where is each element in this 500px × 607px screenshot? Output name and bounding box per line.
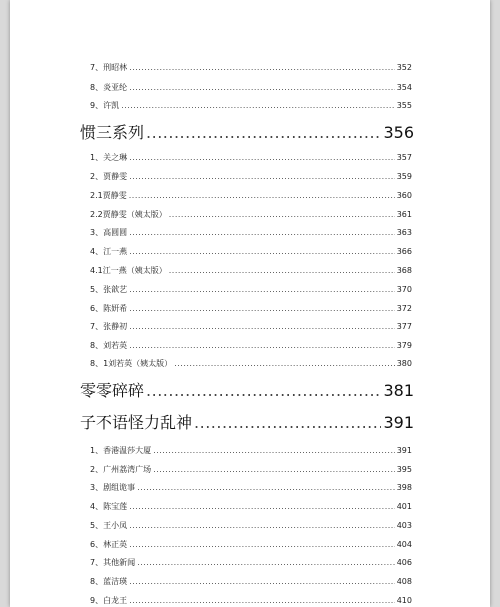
toc-item-row[interactable] (10, 284, 490, 295)
toc-page-number: 403 (396, 521, 412, 530)
toc-dot-leader (169, 266, 395, 275)
toc-page-number: 355 (396, 101, 412, 110)
toc-dot-leader (129, 172, 395, 181)
toc-dot-leader (129, 304, 395, 313)
toc-entry-title: 7、其他新闻 (90, 558, 136, 567)
toc-page-number: 370 (396, 285, 412, 294)
toc-page-number: 361 (396, 210, 412, 219)
toc-page-number: 391 (383, 413, 414, 432)
toc-page-number: 352 (396, 63, 412, 72)
toc-entry-title: 5、王小凤 (90, 521, 128, 530)
document-page (10, 0, 490, 607)
toc-item-row[interactable] (10, 190, 490, 201)
toc-page-number: 372 (396, 304, 412, 313)
toc-entry-title: 4、陈宝莲 (90, 502, 128, 511)
toc-dot-leader (194, 413, 381, 432)
toc-dot-leader (129, 247, 395, 256)
toc-dot-leader (129, 191, 395, 200)
toc-dot-leader (129, 596, 395, 605)
toc-entry-title: 2、广州荔湾广场 (90, 465, 152, 474)
toc-item-row[interactable] (10, 321, 490, 332)
toc-entry-title: 子不语怪力乱神 (80, 413, 193, 432)
toc-item-row[interactable] (10, 62, 490, 73)
toc-page-number: 354 (396, 83, 412, 92)
toc-dot-leader (137, 558, 395, 567)
toc-dot-leader (129, 577, 395, 586)
toc-item-row[interactable] (10, 152, 490, 163)
toc-item-row[interactable] (10, 539, 490, 550)
toc-entry-title: 4.1江一燕（姨太版） (90, 266, 167, 275)
toc-dot-leader (146, 123, 381, 142)
toc-dot-leader (153, 446, 395, 455)
toc-dot-leader (129, 502, 395, 511)
toc-dot-leader (174, 359, 395, 368)
toc-page-number: 363 (396, 228, 412, 237)
toc-entry-title: 2.1贾静雯 (90, 191, 127, 200)
toc-entry-title: 8、1刘若英（姨太版） (90, 359, 173, 368)
toc-dot-leader (129, 341, 395, 350)
toc-dot-leader (137, 483, 395, 492)
toc-entry-title: 7、张静初 (90, 322, 128, 331)
toc-dot-leader (153, 465, 395, 474)
toc-dot-leader (129, 540, 395, 549)
toc-dot-leader (129, 63, 395, 72)
toc-entry-title: 6、林正英 (90, 540, 128, 549)
toc-section-row[interactable] (10, 120, 490, 143)
toc-entry-title: 9、许凯 (90, 101, 120, 110)
toc-page-number: 366 (396, 247, 412, 256)
toc-item-row[interactable] (10, 557, 490, 568)
toc-page-number: 379 (396, 341, 412, 350)
toc-item-row[interactable] (10, 265, 490, 276)
toc-page-number: 391 (396, 446, 412, 455)
toc-page-number: 357 (396, 153, 412, 162)
toc-item-row[interactable] (10, 246, 490, 257)
toc-page-number: 398 (396, 483, 412, 492)
toc-page-number: 368 (396, 266, 412, 275)
toc-dot-leader (169, 210, 395, 219)
toc-dot-leader (129, 322, 395, 331)
toc-page-number: 356 (383, 123, 414, 142)
toc-entry-title: 1、香港温莎大厦 (90, 446, 152, 455)
toc-item-row[interactable] (10, 445, 490, 456)
toc-page-number: 359 (396, 172, 412, 181)
toc-page-number: 401 (396, 502, 412, 511)
toc-item-row[interactable] (10, 595, 490, 606)
toc-item-row[interactable] (10, 171, 490, 182)
toc-entry-title: 2.2贾静雯（姨太版） (90, 210, 167, 219)
toc-item-row[interactable] (10, 501, 490, 512)
toc-page-number: 410 (396, 596, 412, 605)
toc-section-row[interactable] (10, 410, 490, 433)
toc-entry-title: 惯三系列 (80, 123, 145, 142)
toc-entry-title: 8、蓝洁瑛 (90, 577, 128, 586)
toc-item-row[interactable] (10, 520, 490, 531)
toc-entry-title: 2、贾静雯 (90, 172, 128, 181)
toc-entry-title: 3、高圆圆 (90, 228, 128, 237)
toc-item-row[interactable] (10, 482, 490, 493)
toc-page-number: 377 (396, 322, 412, 331)
toc-dot-leader (146, 381, 381, 400)
toc-entry-title: 1、关之琳 (90, 153, 128, 162)
toc-entry-title: 零零碎碎 (80, 381, 145, 400)
toc-item-row[interactable] (10, 209, 490, 220)
toc-page-number: 381 (383, 381, 414, 400)
toc-page-number: 406 (396, 558, 412, 567)
toc-page-number: 360 (396, 191, 412, 200)
toc-entry-title: 5、张歆艺 (90, 285, 128, 294)
toc-entry-title: 9、白龙王 (90, 596, 128, 605)
toc-dot-leader (129, 521, 395, 530)
toc-item-row[interactable] (10, 100, 490, 111)
toc-item-row[interactable] (10, 464, 490, 475)
toc-dot-leader (121, 101, 395, 110)
toc-item-row[interactable] (10, 227, 490, 238)
toc-dot-leader (129, 285, 395, 294)
toc-item-row[interactable] (10, 358, 490, 369)
toc-entry-title: 6、陈妍希 (90, 304, 128, 313)
toc-page-number: 408 (396, 577, 412, 586)
toc-entry-title: 7、刑昭林 (90, 63, 128, 72)
toc-dot-leader (129, 228, 395, 237)
toc-entry-title: 8、刘若英 (90, 341, 128, 350)
toc-item-row[interactable] (10, 576, 490, 587)
toc-item-row[interactable] (10, 303, 490, 314)
toc-page-number: 404 (396, 540, 412, 549)
toc-dot-leader (129, 153, 395, 162)
toc-page-number: 380 (396, 359, 412, 368)
toc-item-row[interactable] (10, 340, 490, 351)
toc-entry-title: 4、江一燕 (90, 247, 128, 256)
toc-page-number: 395 (396, 465, 412, 474)
toc-entry-title: 3、剧组诡事 (90, 483, 136, 492)
toc-entry-title: 8、炎亚纶 (90, 83, 128, 92)
toc-item-row[interactable] (10, 82, 490, 93)
toc-section-row[interactable] (10, 378, 490, 401)
toc-dot-leader (129, 83, 395, 92)
